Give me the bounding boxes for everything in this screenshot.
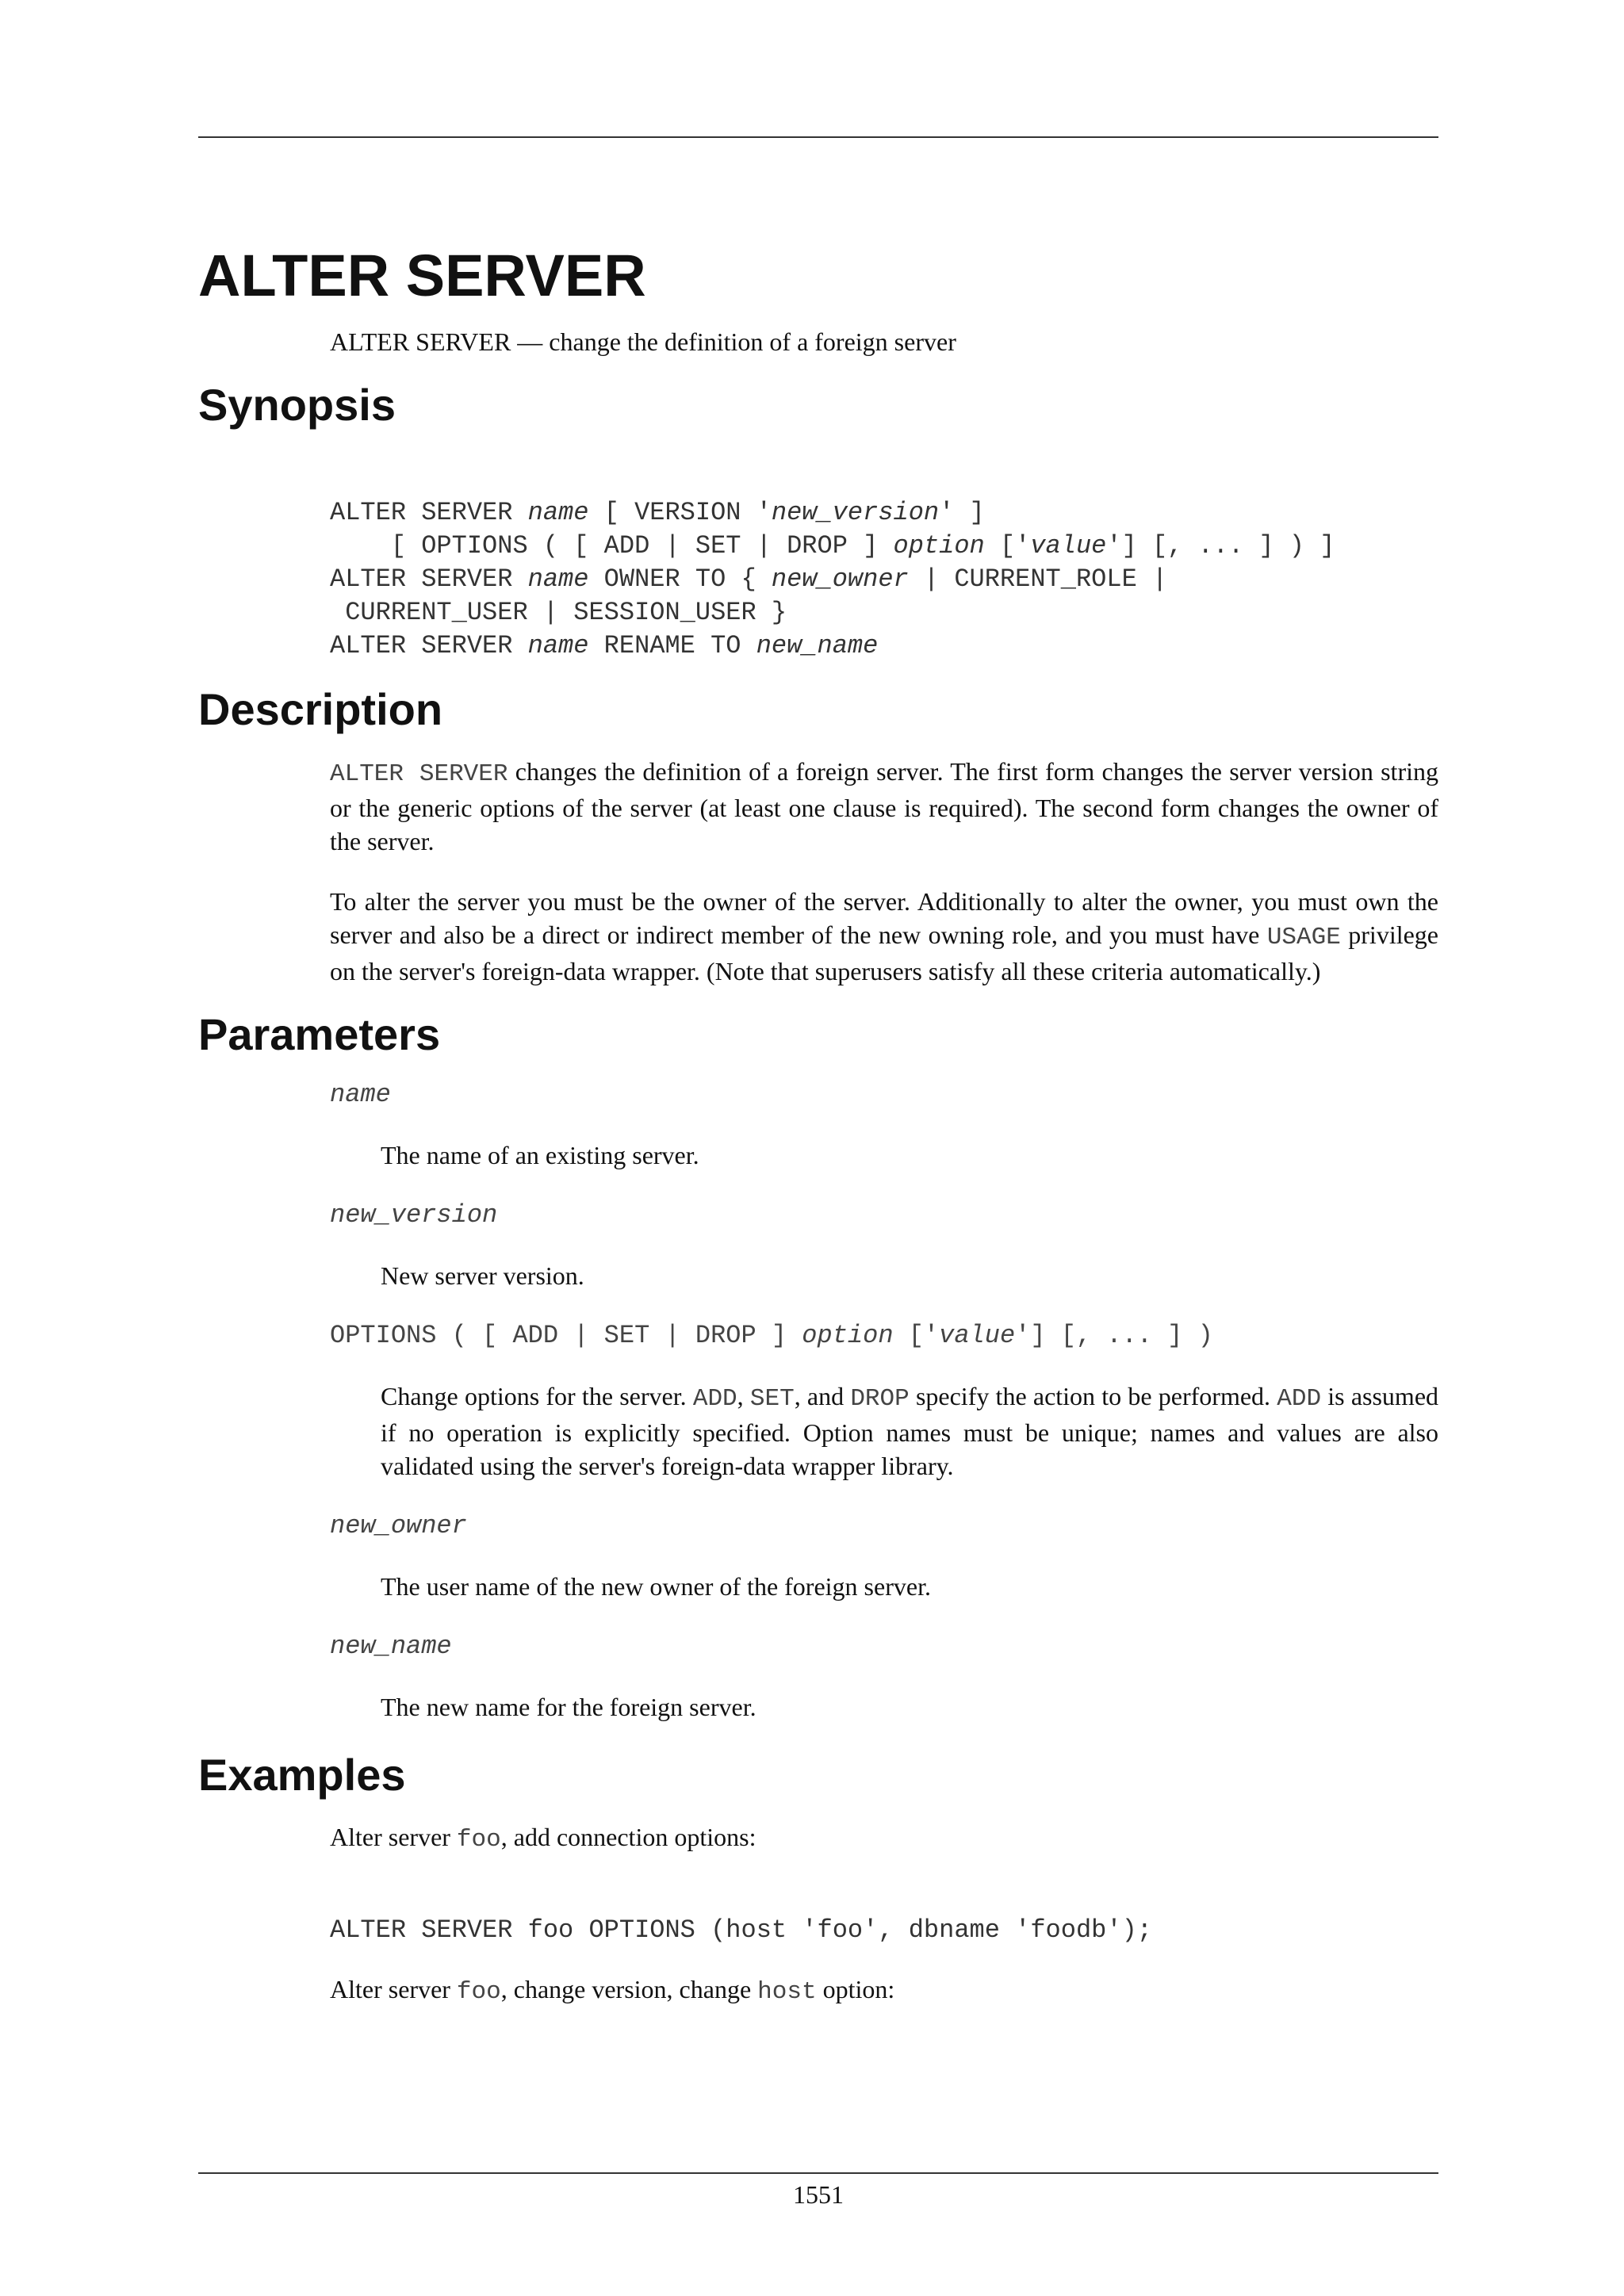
refname-name: ALTER SERVER (330, 327, 511, 356)
param-term-name (330, 1078, 1438, 1112)
synopsis-placeholder: name (527, 564, 589, 594)
param-def-options (381, 1380, 1438, 1483)
description-text: changes the definition of a foreign server. The first form changes the server version string or the generic options of the server (at least one clause is required). The second form changes the owner of the server. (330, 757, 1438, 855)
param-term-value: value (939, 1321, 1016, 1350)
description-paragraph-1 (330, 755, 1438, 858)
example-text: , add connection options: (500, 1823, 756, 1851)
synopsis-code (330, 496, 1438, 663)
param-term-text: new_owner (330, 1511, 467, 1540)
inline-code: host (757, 1978, 817, 2006)
synopsis-line: ALTER SERVER name [ VERSION 'new_version' ] (330, 498, 985, 527)
example-1-code: ALTER SERVER foo OPTIONS (host 'foo', dbname 'foodb'); (330, 1915, 1152, 1945)
param-term-text: name (330, 1080, 391, 1109)
synopsis-placeholder: new_name (756, 631, 879, 660)
param-term-new-owner (330, 1510, 1438, 1543)
description-heading: Description (198, 684, 443, 734)
page-number: 1551 (793, 2180, 844, 2209)
param-def-name: The name of an existing server. (381, 1141, 699, 1169)
def-text: , (737, 1382, 750, 1410)
description-text: To alter the server you must be the owner of the server. Additionally to alter the owner, you must own the server and also be a direct or indirect member of the new owning role, and you must have (330, 887, 1438, 949)
def-text: is assumed if no operation is explicitly specified. Option names must be unique; names and values are also validated using the server's foreign-data wrapper library. (381, 1382, 1439, 1480)
param-term-text: new_version (330, 1200, 498, 1230)
def-text: Change options for the server. (381, 1382, 693, 1410)
refname-separator: — (511, 327, 550, 356)
synopsis-placeholder: name (527, 631, 589, 660)
example-text: Alter server (330, 1823, 457, 1851)
param-term-text: [' (893, 1321, 940, 1350)
param-term-options (330, 1319, 1438, 1353)
synopsis-placeholder: new_owner (771, 564, 909, 594)
synopsis-placeholder: option (893, 531, 985, 561)
inline-code: USAGE (1266, 924, 1341, 951)
def-text: , and (794, 1382, 851, 1410)
reference-page (198, 235, 1438, 2009)
parameters-heading: Parameters (198, 1009, 441, 1059)
inline-code: SET (749, 1385, 795, 1413)
synopsis-placeholder: new_version (771, 498, 940, 527)
param-term-text: '] [, ... ] ) (1015, 1321, 1213, 1350)
param-def-new-owner: The user name of the new owner of the foreign server. (381, 1572, 931, 1601)
inline-code: ALTER SERVER (330, 760, 508, 788)
param-term-option: option (802, 1321, 894, 1350)
example-1-caption (330, 1820, 1438, 1857)
page-title: ALTER SERVER (198, 243, 646, 308)
example-text: , change version, change (500, 1975, 758, 2003)
param-term-new-name (330, 1630, 1438, 1663)
param-term-text: OPTIONS ( [ ADD | SET | DROP ] (330, 1321, 802, 1350)
parameter-list (330, 1078, 1438, 1724)
inline-code: ADD (1277, 1385, 1322, 1413)
description-text: privilege on the server's foreign-data wrapper. (Note that superusers satisfy all these criteria automatically.) (330, 920, 1439, 985)
example-text: Alter server (330, 1975, 457, 2003)
synopsis-placeholder: name (527, 498, 589, 527)
description-paragraph-2 (330, 885, 1438, 988)
synopsis-line: [ OPTIONS ( [ ADD | SET | DROP ] option ['value'] [, ... ] ) ] (330, 531, 1335, 561)
synopsis-line: CURRENT_USER | SESSION_USER } (330, 598, 787, 627)
def-text: specify the action to be performed. (909, 1382, 1277, 1410)
refname-purpose: change the definition of a foreign server (549, 327, 956, 356)
synopsis-line: ALTER SERVER name OWNER TO { new_owner | CURRENT_ROLE | (330, 564, 1168, 594)
param-def-new-name: The new name for the foreign server. (381, 1693, 756, 1721)
examples-heading: Examples (198, 1750, 406, 1800)
example-text: option: (816, 1975, 895, 2003)
param-def-new-version: New server version. (381, 1261, 584, 1290)
inline-code: foo (456, 1826, 501, 1854)
inline-code: foo (456, 1978, 501, 2006)
synopsis-placeholder: value (1030, 531, 1107, 561)
header-rule (198, 136, 1438, 138)
synopsis-heading: Synopsis (198, 380, 396, 430)
refname-line (330, 325, 1438, 358)
param-term-text: new_name (330, 1632, 452, 1661)
inline-code: DROP (850, 1385, 910, 1413)
example-2-caption (330, 1973, 1438, 2009)
synopsis-line: ALTER SERVER name RENAME TO new_name (330, 631, 879, 660)
param-term-new-version (330, 1199, 1438, 1232)
footer-rule (198, 2172, 1438, 2174)
inline-code: ADD (692, 1385, 737, 1413)
